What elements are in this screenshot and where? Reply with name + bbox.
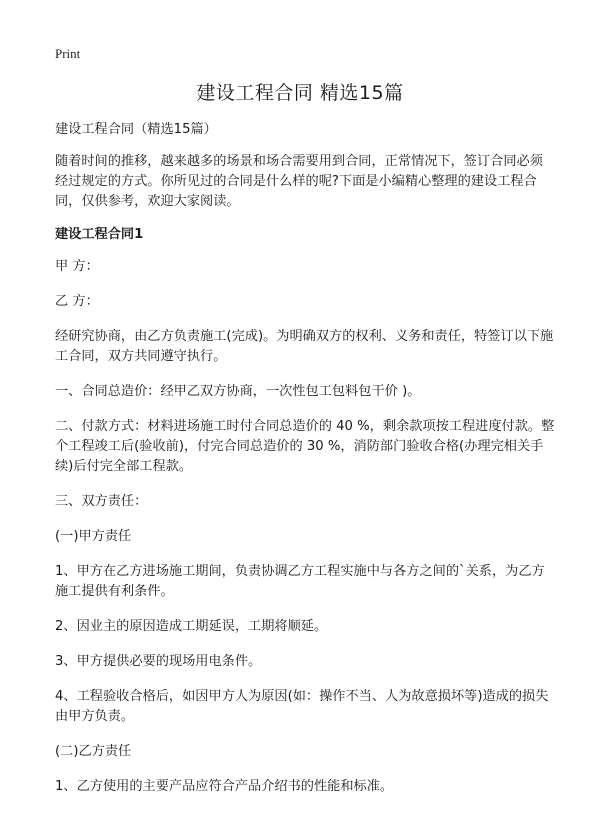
agreement-paragraph: 经研究协商，由乙方负责施工(完成)。为明确双方的权利、义务和责任，特签订以下施工合同，双方共同遵守执行。 [55,329,554,364]
clause-responsibilities: 三、双方责任： [55,494,148,509]
party-a-item-4: 4、工程验收合格后，如因甲方人为原因(如：操作不当、人为故意损坏等)造成的损失由甲方负责。 [55,689,549,724]
document-body [55,120,555,812]
document-subtitle: 建设工程合同（精选15篇） [55,122,217,137]
print-link[interactable]: Print [55,46,81,61]
party-b-line: 乙 方： [55,294,99,309]
document-title: 建设工程合同 精选15篇 [196,82,404,104]
intro-paragraph: 随着时间的推移，越来越多的场景和场合需要用到合同，正常情况下，签订合同必须经过规定的方式。你所见过的合同是什么样的呢?下面是小编精心整理的建设工程合同，仅供参考，欢迎大家阅读。 [55,154,543,209]
party-b-item-1: 1、乙方使用的主要产品应符合产品介绍书的性能和标准。 [55,779,394,794]
section-heading: 建设工程合同1 [55,227,144,242]
clause-payment: 二、付款方式：材料进场施工时付合同总造价的 40 %，剩余款项按工程进度付款。整个工程竣工后(验收前)，付完合同总造价的 30 %，消防部门验收合格(办理完相关手续)后付完全部工程款。 [55,419,555,474]
clause-total-price: 一、合同总造价：经甲乙双方协商，一次性包工包料包干价 )。 [55,384,421,399]
party-a-responsibility-heading: (一)甲方责任 [55,529,132,544]
party-a-line: 甲 方： [55,259,99,274]
party-a-item-2: 2、因业主的原因造成工期延误，工期将顺延。 [55,619,328,634]
party-a-item-3: 3、甲方提供必要的现场用电条件。 [55,654,262,669]
party-a-item-1: 1、甲方在乙方进场施工期间，负责协调乙方工程实施中与各方之间的`关系，为乙方施工提供有利条件。 [55,564,545,599]
party-b-responsibility-heading: (二)乙方责任 [55,744,132,759]
